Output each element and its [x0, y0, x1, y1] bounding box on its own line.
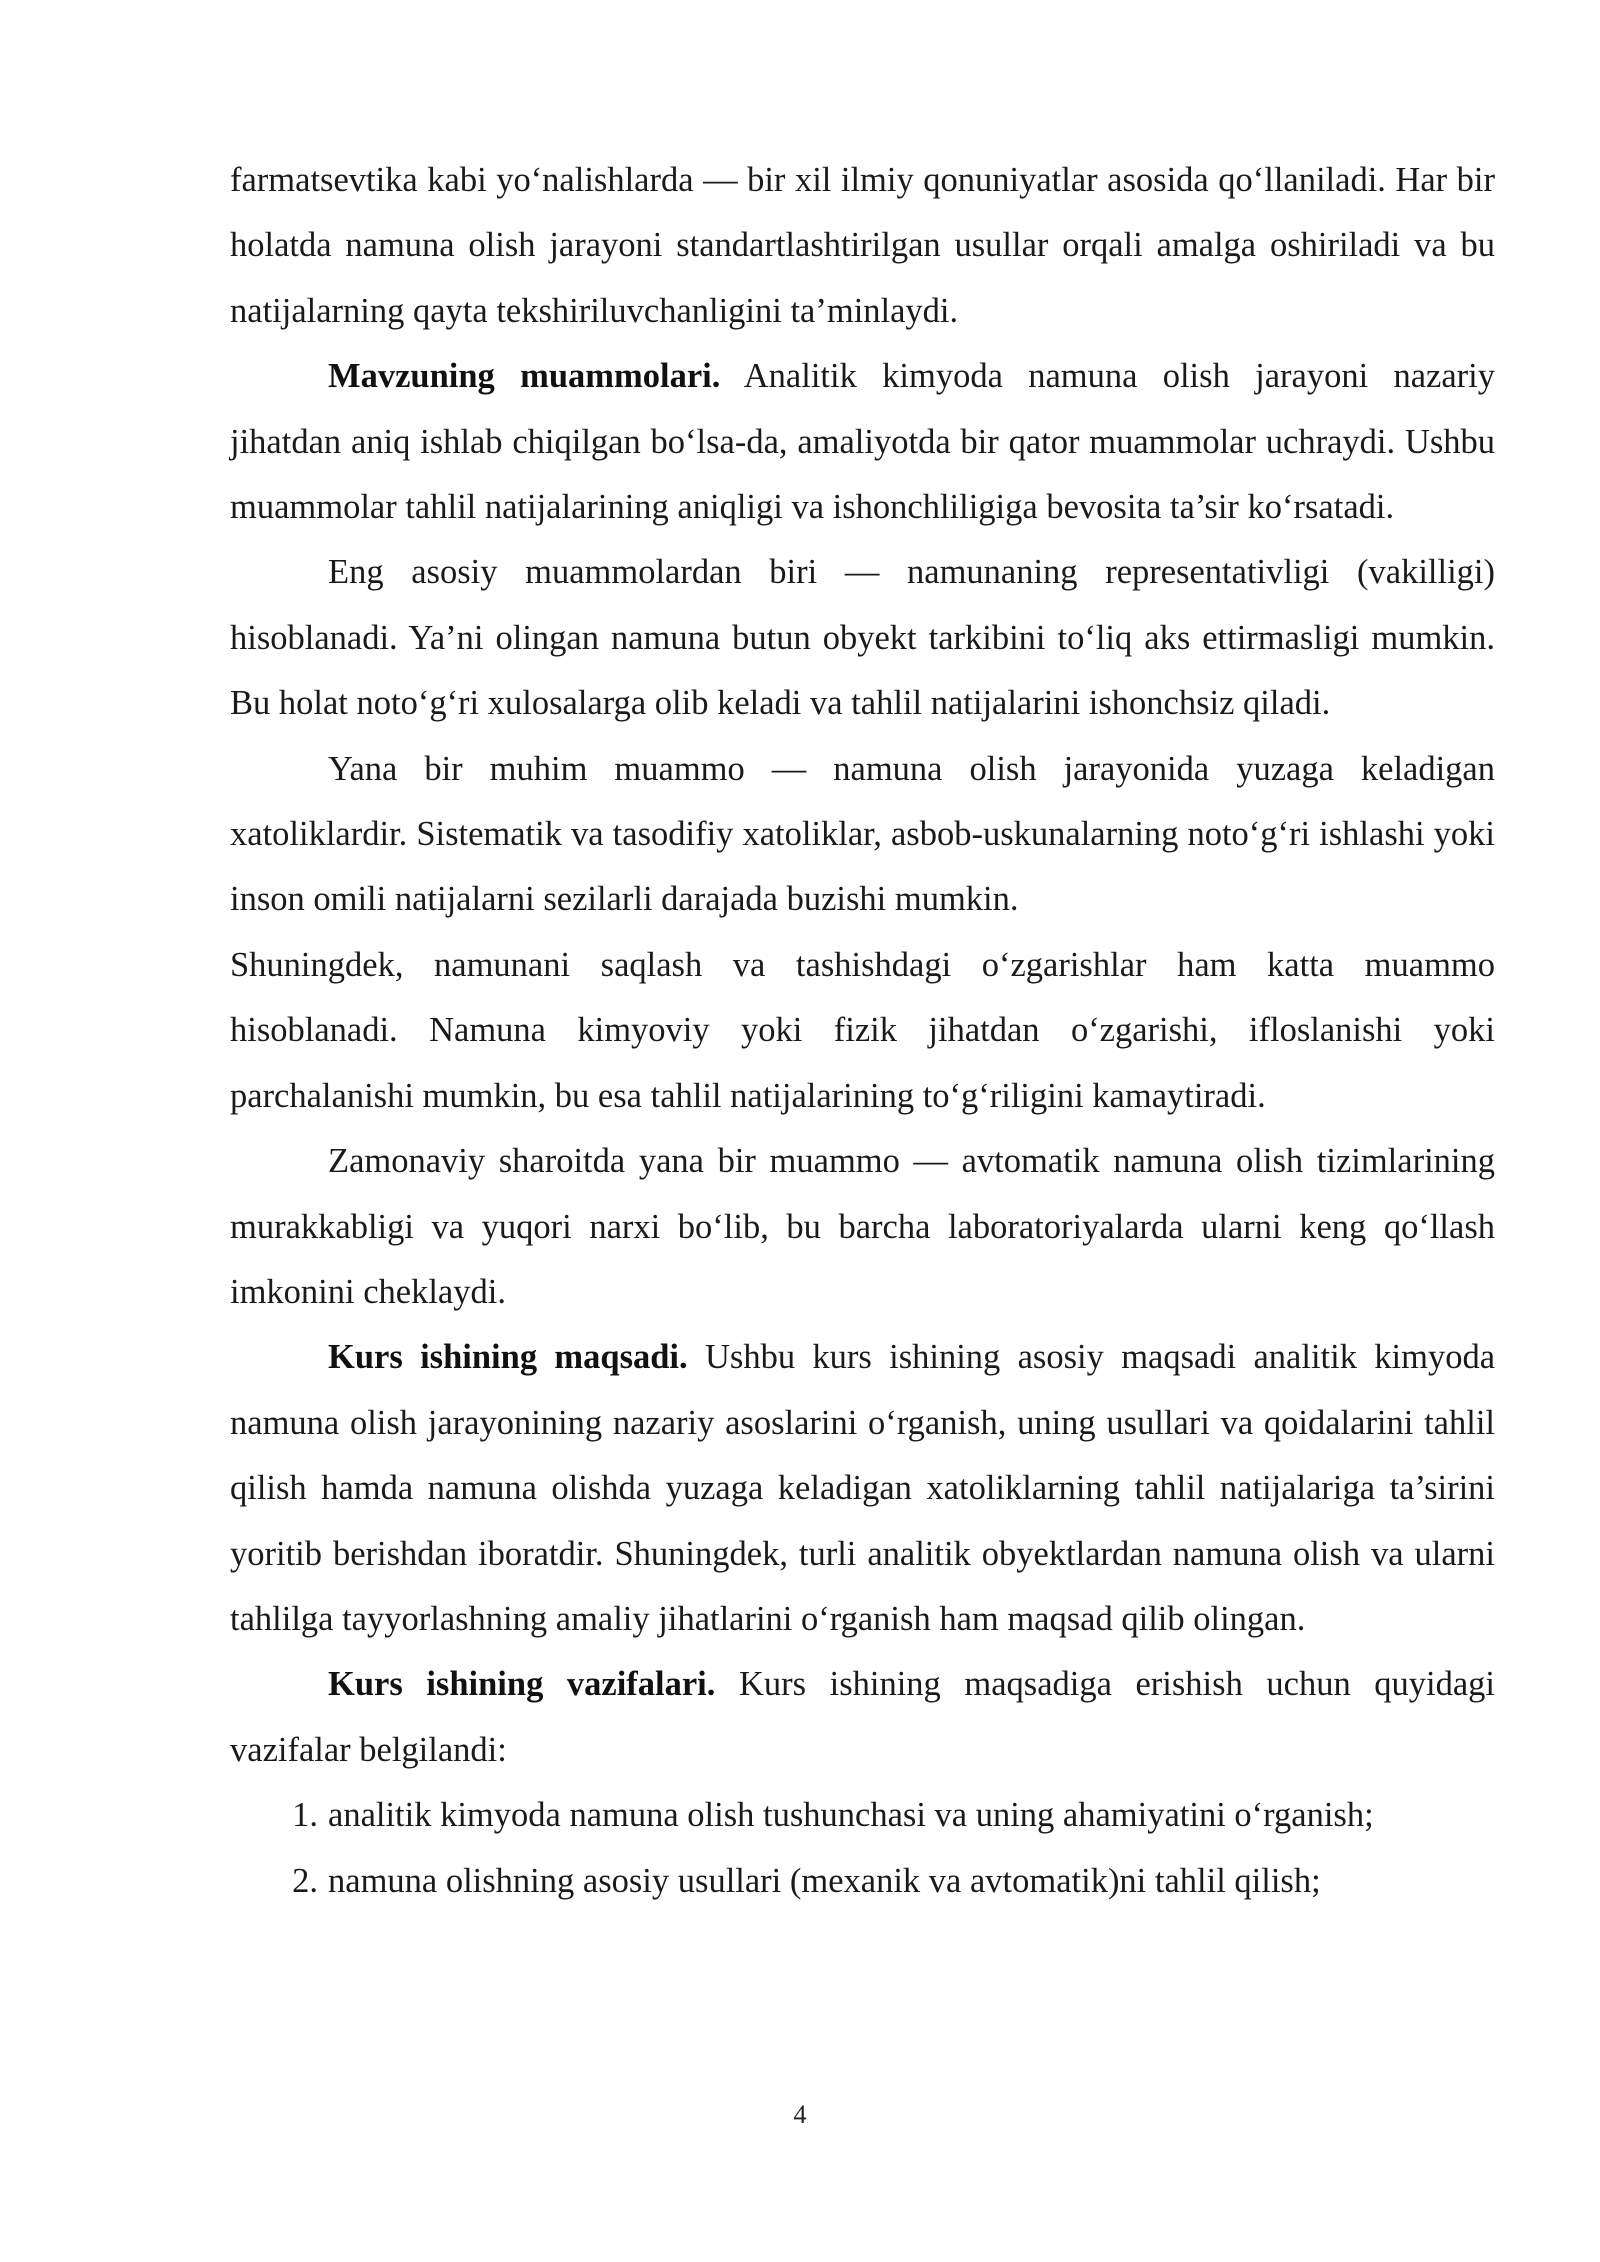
- list-item-number: 2.: [292, 1861, 318, 1900]
- paragraph-text: Analitik kimyoda namuna olish jarayoni nazariy jihatdan aniq ishlab chiqilgan bo‘lsa-da, amaliyotda bir qator muammolar uchraydi. Ushbu muammolar tahlil natijalarining aniqligi va ishonchliligiga bevosita ta’sir ko‘rsatadi.: [230, 357, 1495, 527]
- section-heading-tasks: Kurs ishining vazifalari.: [328, 1665, 716, 1704]
- paragraph-automatic-systems: [230, 1129, 1495, 1325]
- paragraph-course-tasks: [230, 1652, 1495, 1783]
- paragraph-text: Zamonaviy sharoitda yana bir muammo — avtomatik namuna olish tizimlarining murakkabligi va yuqori narxi bo‘lib, bu barcha laboratoriyalarda ularni keng qo‘llash imkonini cheklaydi.: [230, 1142, 1495, 1311]
- paragraph-storage-transport: [230, 933, 1495, 1129]
- paragraph-text: Shuningdek, namunani saqlash va tashishdagi o‘zgarishlar ham katta muammo hisoblanadi. Namuna kimyoviy yoki fizik jihatdan o‘zgarishi, ifloslanishi yoki parchalanishi mumkin, bu esa tahlil natijalarining to‘g‘riligini kamaytiradi.: [230, 945, 1495, 1115]
- list-item: [230, 1783, 1495, 1848]
- list-item-text: namuna olishning asosiy usullari (mexanik va avtomatik)ni tahlil qilish;: [328, 1861, 1321, 1900]
- tasks-list: [230, 1783, 1495, 1914]
- paragraph-text: farmatsevtika kabi yo‘nalishlarda — bir xil ilmiy qonuniyatlar asosida qo‘llaniladi. Har bir holatda namuna olish jarayoni standartlashtirilgan usullar orqali amalga oshiriladi va bu natijalarning qayta tekshiriluvchanligini ta’minlaydi.: [230, 161, 1495, 330]
- paragraph-text: Kurs ishining maqsadiga erishish uchun quyidagi vazifalar belgilandi:: [230, 1665, 1496, 1769]
- list-item-number: 1.: [292, 1796, 318, 1835]
- paragraph-sampling-errors: [230, 737, 1495, 933]
- paragraph-text: Ushbu kurs ishining asosiy maqsadi analitik kimyoda namuna olish jarayonining nazariy asoslarini o‘rganish, uning usullari va qoidalarini tahlil qilish hamda namuna olishda yuzaga keladigan xatoliklarning tahlil natijalariga ta’sirini yoritib berishdan iboratdir. Shuningdek, turli analitik obyektlardan namuna olish va ularni tahlilga tayyorlashning amaliy jihatlarini o‘rganish ham maqsad qilib olingan.: [230, 1338, 1496, 1638]
- paragraph-course-goal: [230, 1325, 1495, 1652]
- paragraph-topic-problems: [230, 344, 1495, 540]
- page-number: 4: [793, 2100, 807, 2129]
- paragraph-representativeness: [230, 540, 1495, 736]
- paragraph-text: Yana bir muhim muammo — namuna olish jarayonida yuzaga keladigan xatoliklardir. Sistematik va tasodifiy xatoliklar, asbob-uskunalarning noto‘g‘ri ishlashi yoki inson omili natijalarni sezilarli darajada buzishi mumkin.: [230, 749, 1495, 919]
- list-item: [230, 1849, 1495, 1914]
- paragraph-intro-continuation: [230, 148, 1495, 344]
- section-heading-goal: Kurs ishining maqsadi.: [328, 1338, 688, 1377]
- paragraph-text: Eng asosiy muammolardan biri — namunaning representativligi (vakilligi) hisoblanadi. Ya’ni olingan namuna butun obyekt tarkibini to‘liq aks ettirmasligi mumkin. Bu holat noto‘g‘ri xulosalarga olib keladi va tahlil natijalarini ishonchsiz qiladi.: [230, 553, 1495, 723]
- section-heading-problems: Mavzuning muammolari.: [328, 357, 721, 396]
- document-body: [230, 148, 1495, 1914]
- list-item-text: analitik kimyoda namuna olish tushunchasi va uning ahamiyatini o‘rganish;: [328, 1796, 1374, 1835]
